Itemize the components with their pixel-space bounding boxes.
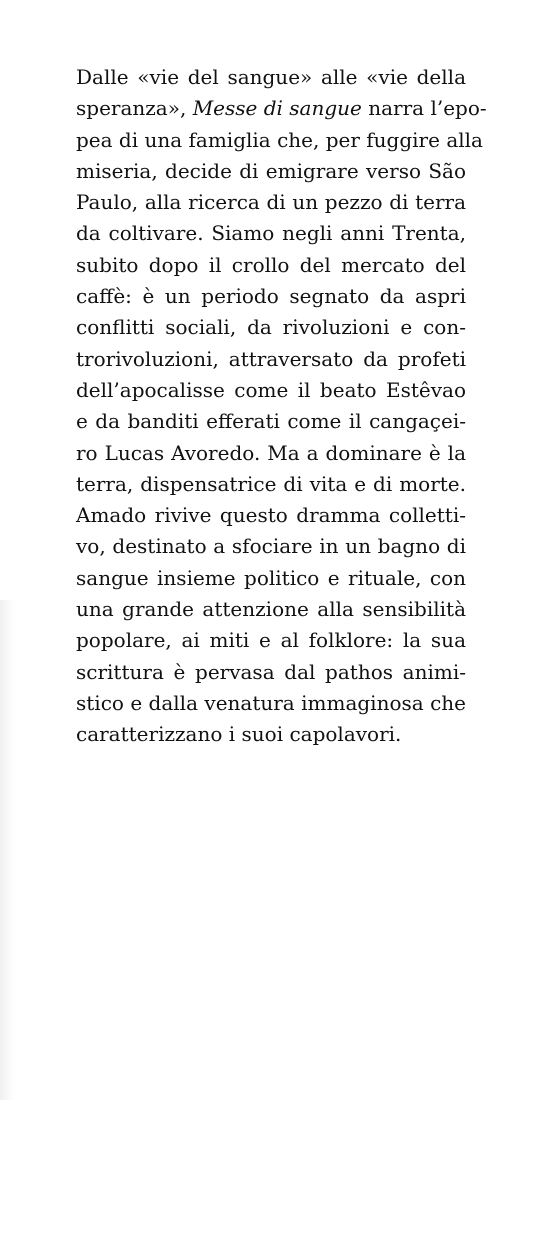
text-line: scrittura è pervasa dal pathos animi- (76, 659, 466, 684)
text-line: da coltivare. Siamo negli anni Trenta, (76, 221, 466, 246)
text-line: e da banditi efferati come il cangaçei- (76, 409, 466, 434)
text-line: una grande attenzione alla sensibilità (76, 597, 466, 622)
text-line: ro Lucas Avoredo. Ma a dominare è la (76, 440, 466, 465)
text-line (76, 93, 487, 124)
book-blurb-paragraph (76, 62, 487, 751)
text-line: subito dopo il crollo del mercato del (76, 252, 466, 277)
text-line: vo, destinato a sfociare in un bagno di (76, 534, 466, 559)
text-line: caratterizzano i suoi capolavori. (76, 722, 402, 747)
text-line: trorivoluzioni, attraversato da profeti (76, 346, 466, 371)
text-line: Dalle «vie del sangue» alle «vie della (76, 65, 466, 89)
text-line: popolare, ai miti e al folklore: la sua (76, 628, 466, 653)
text-line: sangue insieme politico e rituale, con (76, 565, 466, 590)
text-line: pea di una famiglia che, per fuggire alla (76, 127, 483, 152)
text-line: terra, dispensatrice di vita e di morte. (76, 471, 466, 496)
text-fragment: narra l’epo- (361, 96, 487, 121)
text-fragment: speranza», (76, 96, 193, 121)
text-line: conflitti sociali, da rivoluzioni e con- (76, 315, 466, 340)
text-line: miseria, decide di emigrare verso São (76, 158, 466, 183)
page-edge-shadow (0, 600, 14, 1100)
text-line: Amado rivive questo dramma colletti- (76, 503, 466, 528)
text-line: caffè: è un periodo segnato da aspri (76, 284, 466, 309)
text-line: stico e dalla venatura immaginosa che (76, 690, 466, 715)
book-title-italic: Messe di sangue (192, 96, 362, 121)
text-line: Paulo, alla ricerca di un pezzo di terra (76, 190, 466, 215)
text-line: dell’apocalisse come il beato Estêvao (76, 377, 466, 402)
